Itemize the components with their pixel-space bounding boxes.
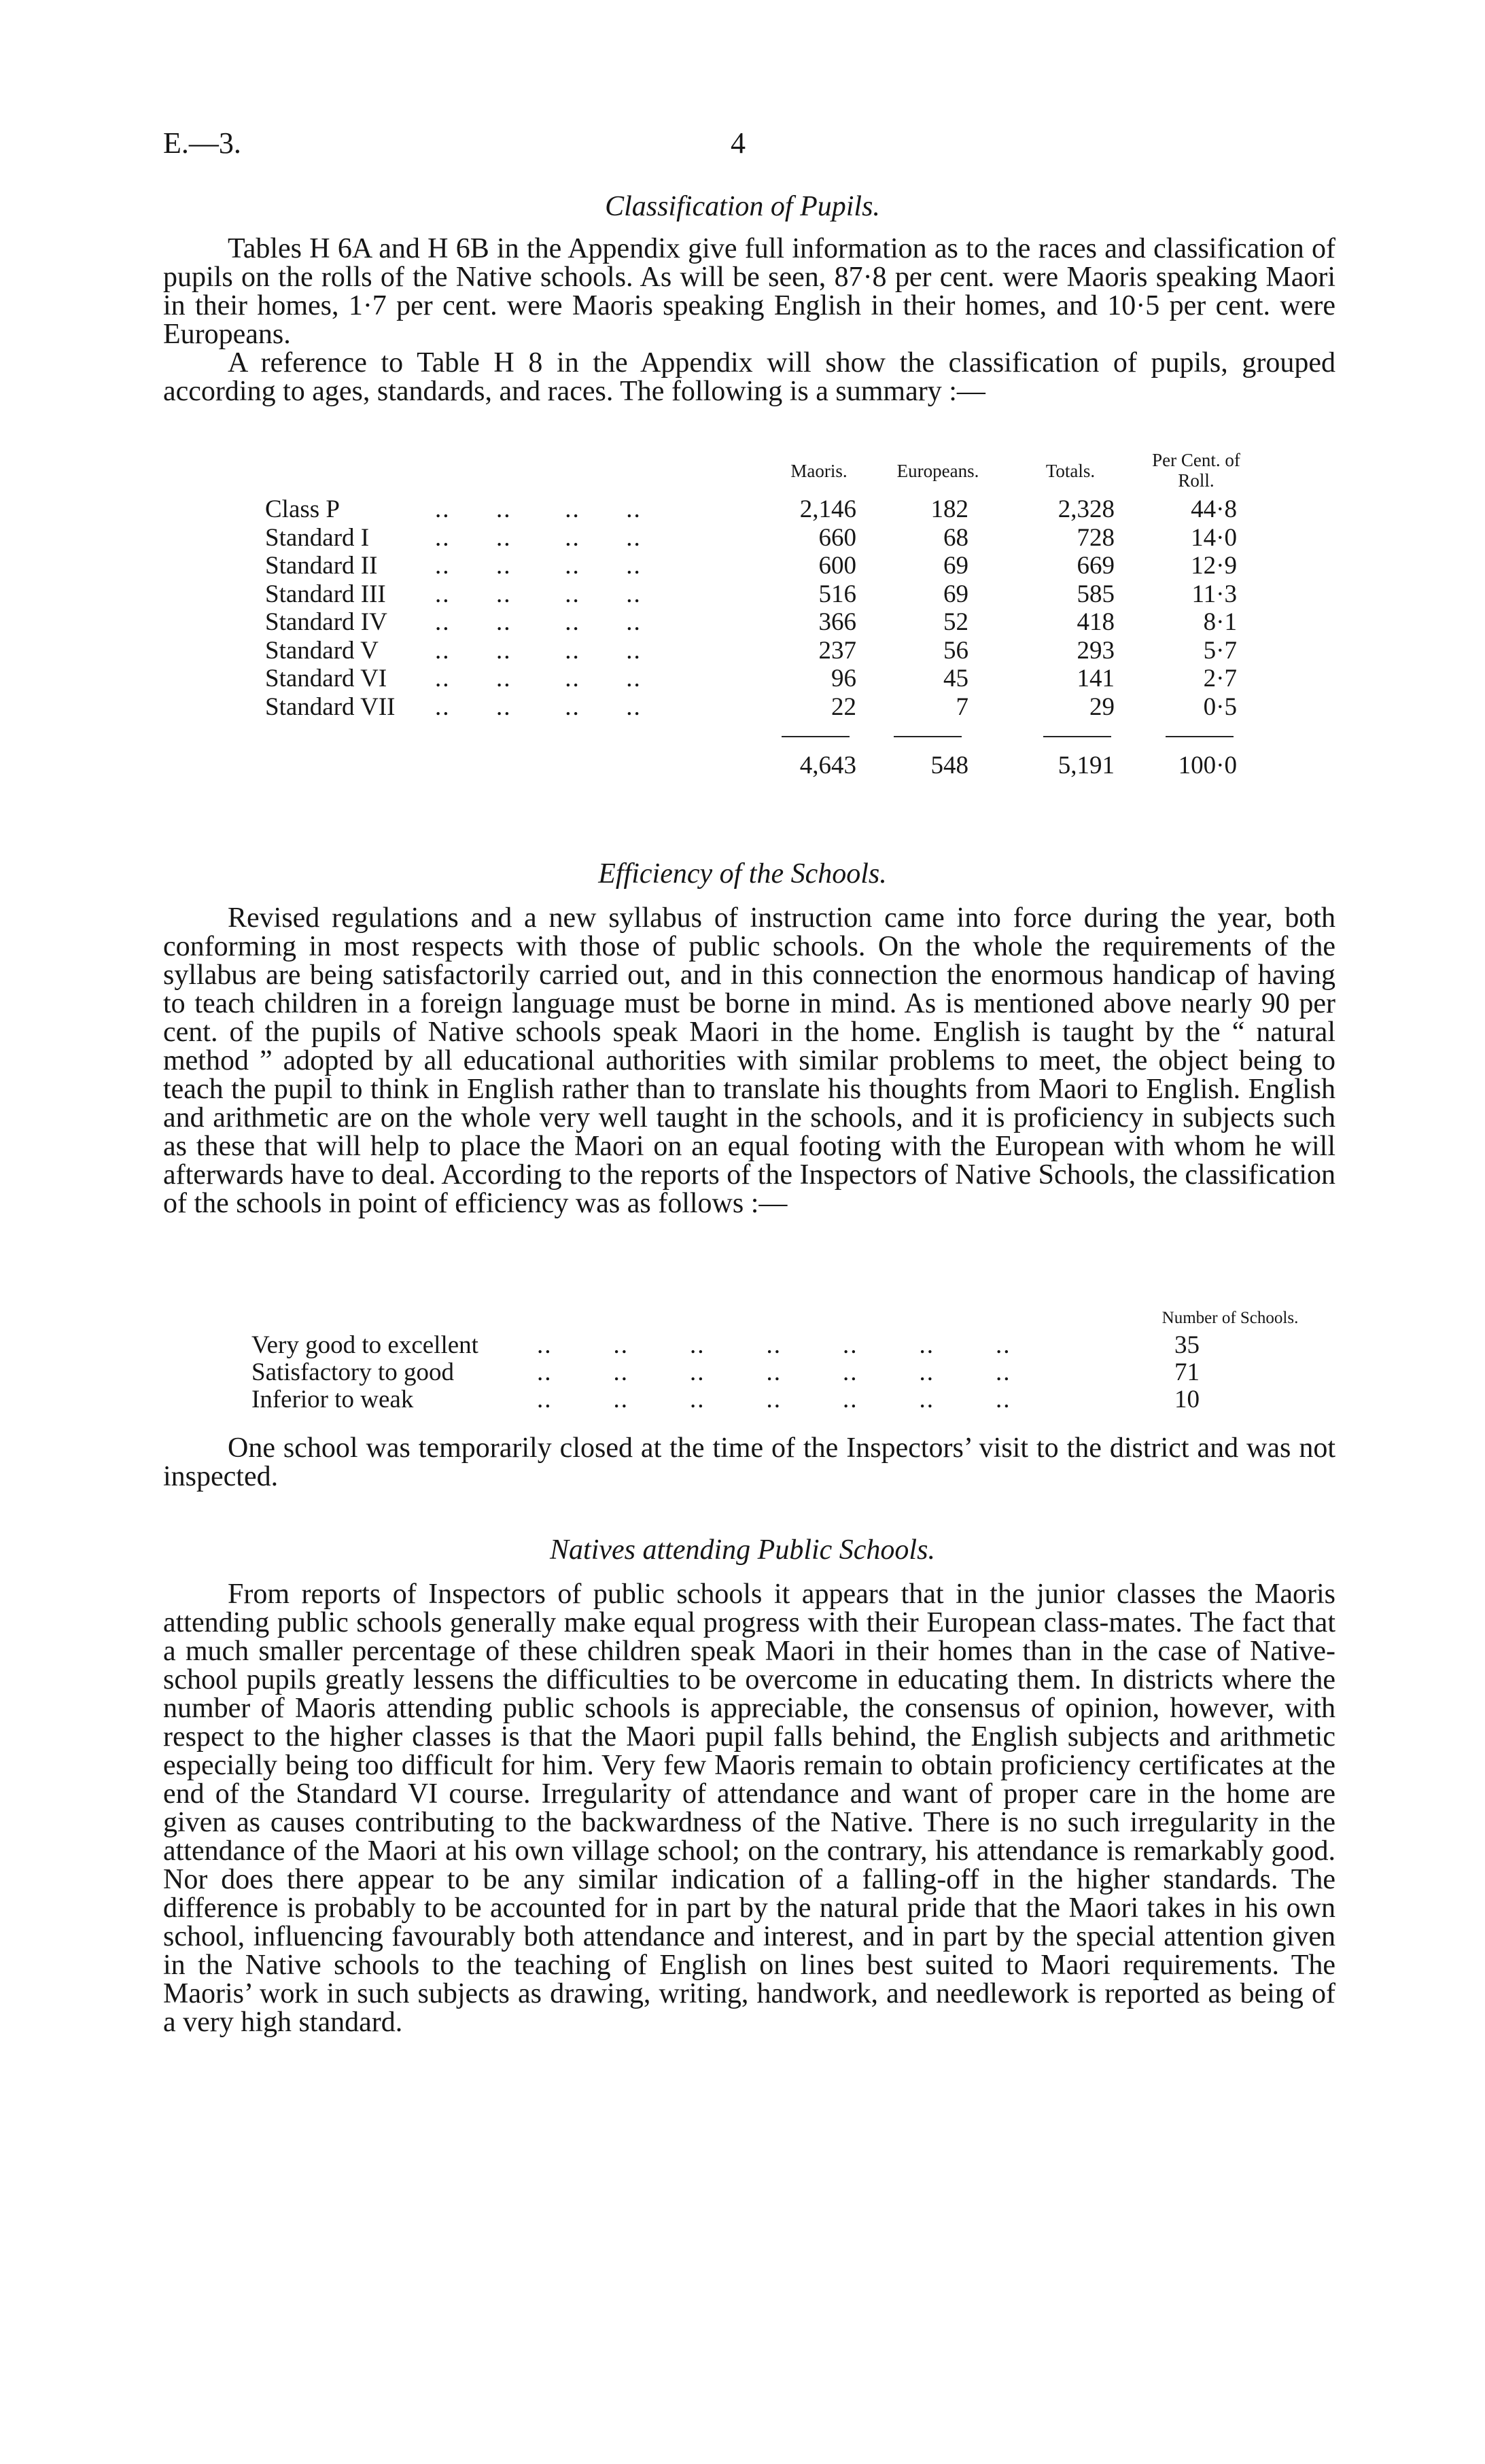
row-label: Satisfactory to good	[251, 1358, 455, 1386]
cell-europeans: 52	[943, 608, 968, 636]
cell-totals: 418	[1077, 608, 1115, 636]
efficiency-text	[163, 904, 1335, 1218]
total-rule	[894, 736, 962, 737]
page-number: 4	[731, 126, 746, 160]
row-label: Standard VII	[265, 692, 396, 721]
cell-maoris: 2,146	[799, 495, 856, 523]
cell-europeans: 68	[943, 523, 968, 552]
cell-percent: 11·3	[1191, 580, 1237, 608]
cell-totals: 29	[1089, 692, 1115, 721]
leader-dots: .. .. .. ..	[435, 665, 642, 692]
cell-maoris: 96	[831, 665, 856, 692]
leader-dots: .. .. .. ..	[435, 495, 642, 523]
leader-dots: .. .. .. ..	[435, 580, 642, 608]
cell-totals: 669	[1077, 552, 1115, 580]
total-maoris: 4,643	[799, 752, 856, 779]
row-label: Class P	[265, 495, 340, 523]
cell-maoris: 237	[818, 636, 856, 665]
column-header-totals: Totals.	[1045, 461, 1096, 481]
leader-dots: .. .. .. .. .. .. ..	[537, 1331, 1011, 1359]
classification-text	[163, 234, 1335, 406]
cell-count: 10	[1174, 1386, 1200, 1413]
row-label: Standard IV	[265, 608, 387, 636]
cell-totals: 728	[1077, 523, 1115, 552]
leader-dots: .. .. .. ..	[435, 692, 642, 721]
total-rule	[1043, 736, 1111, 737]
paragraph: One school was temporarily closed at the time of the Inspectors’ visit to the district and was not inspected.	[163, 1432, 1335, 1492]
leader-dots: .. .. .. ..	[435, 552, 642, 580]
paragraph: Revised regulations and a new syllabus of instruction came into force during the year, both conforming in most respects with those of public schools. On the whole the requirements of the syllabus are being satisfactorily carried out, and in this connection the enormous handicap of having to teach children in a foreign language must be borne in mind. As is mentioned above nearly 90 per cent. of the pupils of Native schools speak Maori in the home. English is taught by the “ natural method ” adopted by all educational authorities with similar problems to meet, the object being to teach the pupil to think in English rather than to translate his thoughts from Maori to English. English and arithmetic are on the whole very well taught in the schools, and it is proficiency in subjects such as these that will help to place the Maori on an equal footing with the European with whom he will afterwards have to deal. According to the reports of the Inspectors of Native Schools, the classification of the schools in point of efficiency was as follows :—	[163, 902, 1335, 1219]
cell-percent: 5·7	[1203, 636, 1237, 665]
leader-dots: .. .. .. ..	[435, 636, 642, 665]
section-title-natives: Natives attending Public Schools.	[550, 1534, 935, 1566]
cell-totals: 141	[1077, 665, 1115, 692]
total-percent: 100·0	[1178, 752, 1237, 779]
natives-text	[163, 1580, 1335, 2037]
leader-dots: .. .. .. .. .. .. ..	[537, 1386, 1011, 1413]
row-label: Standard VI	[265, 665, 387, 692]
column-header-number-of-schools: Number of Schools.	[1161, 1309, 1299, 1327]
paragraph: From reports of Inspectors of public schools it appears that in the junior classes the Maoris attending public schools generally make equal progress with their European class-mates. The fact that a much smaller percentage of these children speak Maori in their homes than in the case of Native-school pupils greatly lessens the difficulties to be overcome in educating them. In districts where the number of Maoris attending public schools is appreciable, the consensus of opinion, however, with respect to the higher classes is that the Maori pupil falls behind, the English subjects and arithmetic especially being too difficult for him. Very few Maoris remain to obtain proficiency certificates at the end of the Standard VI course. Irregularity of attendance and want of proper care in the home are given as causes contributing to the backwardness of the Native. There is no such irregularity in the attendance of the Maori at his own village school; on the contrary, his attendance is remarkably good. Nor does there appear to be any similar indication of a falling-off in the higher standards. The difference is probably to be accounted for in part by the natural pride that the Maori takes in his own school, influencing favourably both attendance and interest, and in part by the special attention given in the Native schools to the teaching of English on lines best suited to Maori requirements. The Maoris’ work in such subjects as drawing, writing, handwork, and needlework is reported as being of a very high standard.	[163, 1579, 1335, 2038]
cell-count: 71	[1174, 1358, 1200, 1386]
paragraph: Tables H 6A and H 6B in the Appendix give full information as to the races and classification of pupils on the rolls of the Native schools. As will be seen, 87·8 per cent. were Maoris speaking Maori in their homes, 1·7 per cent. were Maoris speaking English in their homes, and 10·5 per cent. were Europeans.	[163, 233, 1335, 350]
cell-percent: 14·0	[1191, 523, 1237, 552]
cell-percent: 2·7	[1203, 665, 1237, 692]
cell-count: 35	[1174, 1331, 1200, 1359]
cell-totals: 585	[1077, 580, 1115, 608]
row-label: Standard I	[265, 523, 370, 552]
cell-europeans: 7	[956, 692, 968, 721]
column-header-maoris: Maoris.	[790, 461, 848, 481]
total-europeans: 548	[930, 752, 968, 779]
leader-dots: .. .. .. ..	[435, 608, 642, 636]
total-rule	[782, 736, 850, 737]
cell-europeans: 182	[930, 495, 968, 523]
total-totals: 5,191	[1058, 752, 1115, 779]
cell-maoris: 22	[831, 692, 856, 721]
row-label: Standard III	[265, 580, 386, 608]
cell-maoris: 660	[818, 523, 856, 552]
total-rule	[1166, 736, 1234, 737]
row-label: Standard V	[265, 636, 379, 665]
cell-percent: 0·5	[1203, 692, 1237, 721]
cell-europeans: 69	[943, 552, 968, 580]
report-reference: E.—3.	[163, 126, 241, 160]
leader-dots: .. .. .. .. .. .. ..	[537, 1358, 1011, 1386]
cell-europeans: 56	[943, 636, 968, 665]
row-label: Very good to excellent	[251, 1331, 478, 1359]
column-header-percent: Per Cent. of Roll.	[1152, 450, 1240, 491]
efficiency-closing	[163, 1434, 1335, 1491]
cell-maoris: 516	[818, 580, 856, 608]
section-title-efficiency: Efficiency of the Schools.	[598, 858, 887, 890]
column-header-europeans: Europeans.	[896, 461, 979, 481]
cell-percent: 12·9	[1191, 552, 1237, 580]
cell-maoris: 366	[818, 608, 856, 636]
cell-totals: 293	[1077, 636, 1115, 665]
cell-percent: 44·8	[1191, 495, 1237, 523]
cell-percent: 8·1	[1203, 608, 1237, 636]
cell-maoris: 600	[818, 552, 856, 580]
cell-europeans: 69	[943, 580, 968, 608]
section-title-classification: Classification of Pupils.	[605, 191, 880, 222]
cell-totals: 2,328	[1058, 495, 1115, 523]
paragraph: A reference to Table H 8 in the Appendix will show the classification of pupils, grouped according to ages, standards, and races. The following is a summary :—	[163, 347, 1335, 407]
leader-dots: .. .. .. ..	[435, 523, 642, 552]
cell-europeans: 45	[943, 665, 968, 692]
row-label: Inferior to weak	[251, 1386, 414, 1413]
row-label: Standard II	[265, 552, 378, 580]
